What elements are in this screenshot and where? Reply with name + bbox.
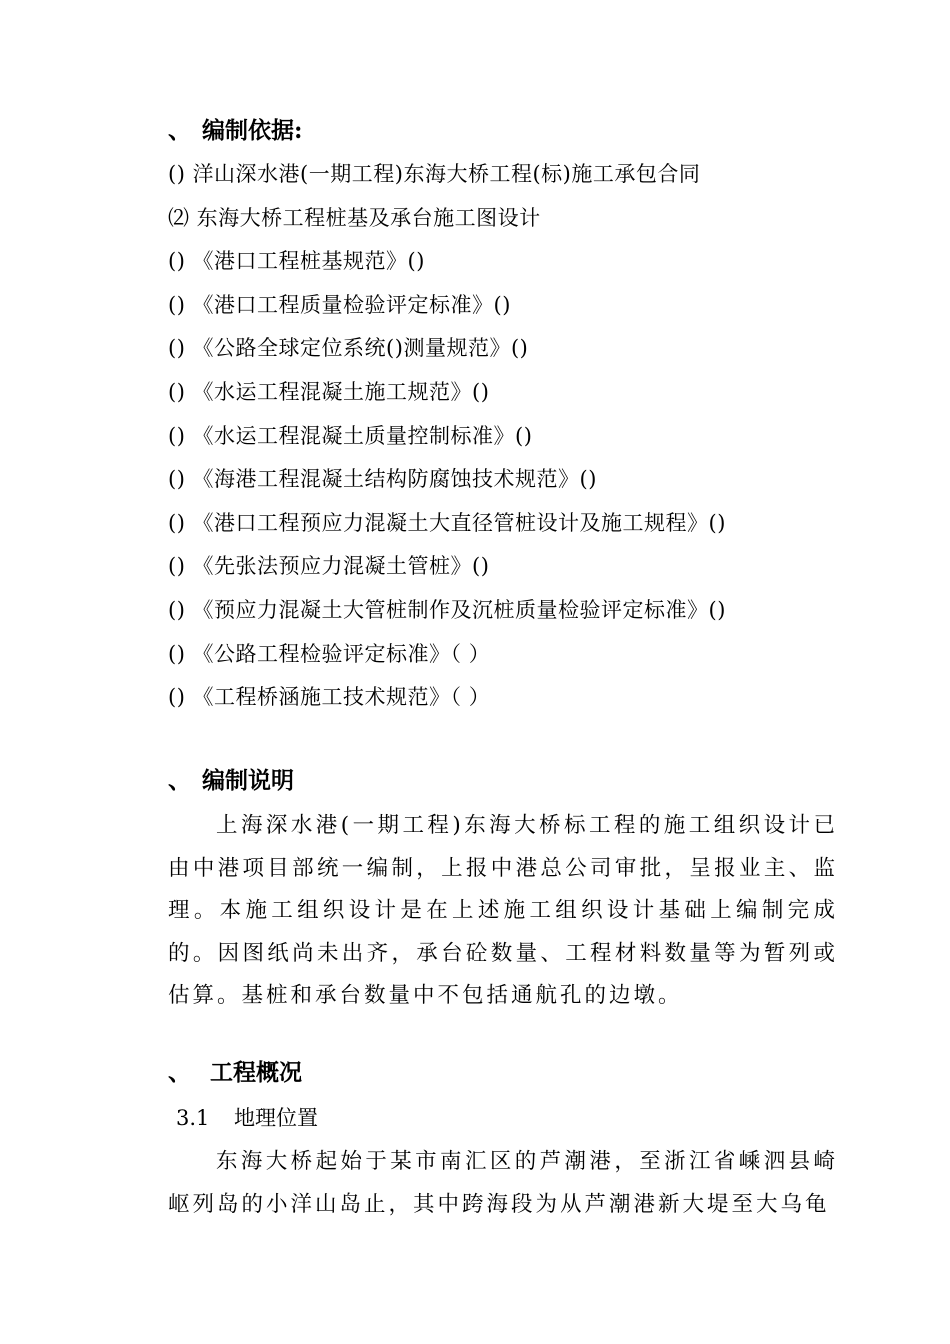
location-paragraph: 东海大桥起始于某市南汇区的芦潮港，至浙江省嵊泗县崎岖列岛的小洋山岛止，其中跨海段为从芦潮港新大堤至大乌龟 — [168, 1149, 838, 1217]
heading-mark: 、 — [168, 767, 191, 794]
basis-list — [168, 156, 726, 723]
section-heading-notes — [168, 766, 294, 796]
subsection-title: 地理位置 — [234, 1106, 318, 1130]
subsection-heading-location — [176, 1103, 318, 1133]
list-item: () 《港口工程桩基规范》() — [168, 249, 425, 274]
heading-mark: 、 — [168, 117, 191, 144]
list-item: () 洋山深水港(一期工程)东海大桥工程(标)施工承包合同 — [168, 162, 701, 186]
section-heading-basis — [168, 116, 303, 146]
section-heading-overview — [168, 1058, 302, 1088]
heading-title: 编制依据: — [202, 117, 303, 144]
heading-title: 编制说明 — [202, 767, 294, 794]
list-item: () 《水运工程混凝土施工规范》() — [168, 379, 490, 404]
list-item: () 《海港工程混凝土结构防腐蚀技术规范》() — [168, 467, 597, 492]
list-item: () 《水运工程混凝土质量控制标准》() — [168, 423, 533, 448]
list-item: () 《先张法预应力混凝土管桩》() — [168, 554, 490, 579]
heading-mark: 、 — [168, 1059, 191, 1086]
list-item: () 《工程桥涵施工技术规范》（ ） — [168, 685, 491, 710]
list-item: () 《公路工程检验评定标准》（ ） — [168, 641, 491, 666]
list-item: () 《港口工程预应力混凝土大直径管桩设计及施工规程》() — [168, 510, 726, 535]
heading-title: 工程概况 — [210, 1059, 302, 1086]
list-item: ⑵ 东海大桥工程桩基及承台施工图设计 — [168, 205, 541, 230]
list-item: () 《港口工程质量检验评定标准》() — [168, 292, 511, 317]
subsection-number: 3.1 — [176, 1106, 210, 1130]
notes-paragraph: 上海深水港(一期工程)东海大桥标工程的施工组织设计已由中港项目部统一编制，上报中港总公司审批，呈报业主、监理。本施工组织设计是在上述施工组织设计基础上编制完成的。因图纸尚未出齐，承台砼数量、工程材料数量等为暂列或估算。基桩和承台数量中不包括通航孔的边墩。 — [168, 813, 838, 1008]
list-item: () 《预应力混凝土大管桩制作及沉桩质量检验评定标准》() — [168, 597, 726, 622]
list-item: () 《公路全球定位系统()测量规范》() — [168, 336, 529, 361]
